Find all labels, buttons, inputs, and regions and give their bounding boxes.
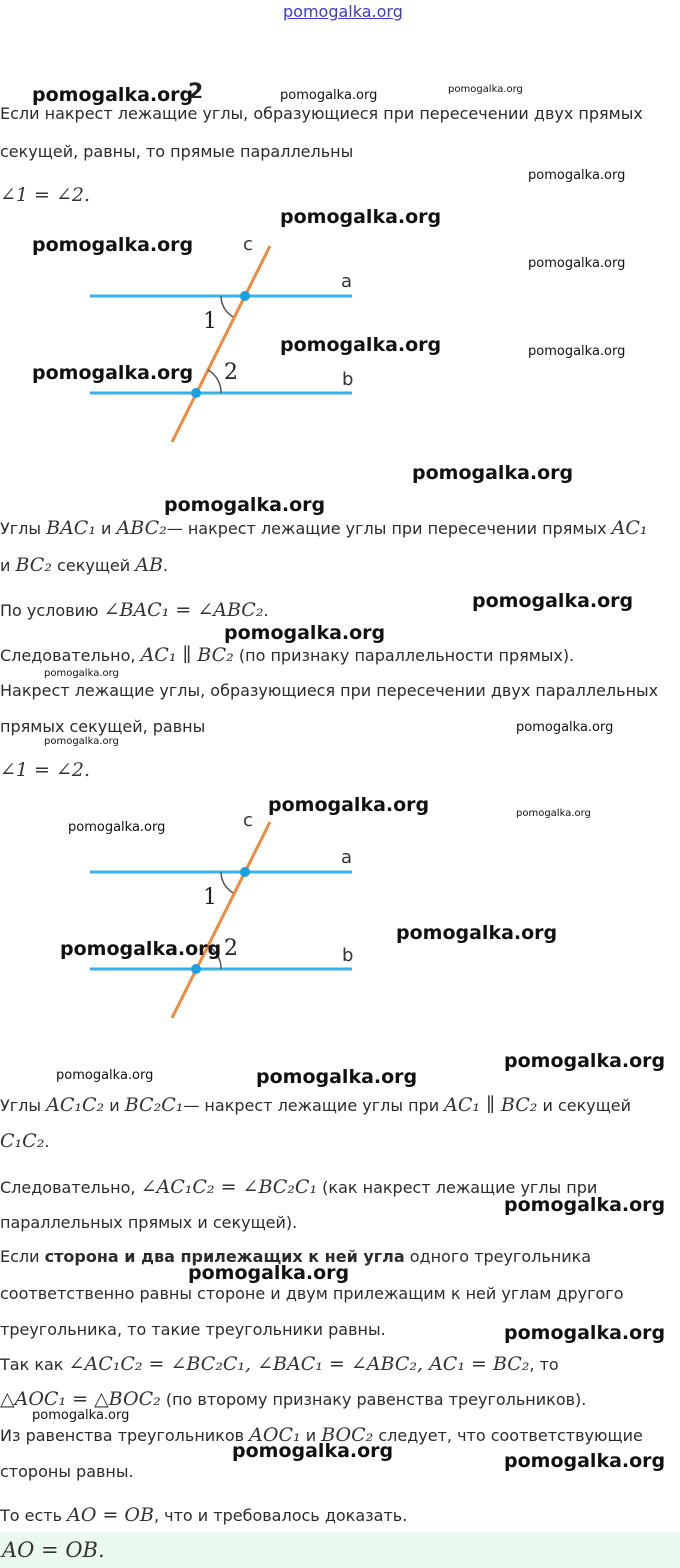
watermark: pomogalka.org	[60, 938, 222, 960]
proof1-line4: Следовательно, AC₁ ∥ BC₂ (по признаку параллельности прямых).	[0, 644, 575, 666]
watermark: pomogalka.org	[516, 720, 614, 735]
watermark: pomogalka.org	[528, 344, 626, 359]
answer-box	[0, 1532, 680, 1568]
angle-2-label: 2	[224, 936, 238, 961]
proof1-line2: и BC₂ секущей AB.	[0, 554, 169, 576]
angle-1-arc	[221, 296, 233, 317]
answer-formula: AO = OB.	[2, 1538, 105, 1562]
proof2-line12: То есть AO = OB, что и требовалось доказать.	[0, 1504, 408, 1526]
watermark: pomogalka.org	[232, 1440, 394, 1462]
intersection-point-a	[240, 867, 250, 877]
watermark: pomogalka.org	[472, 590, 634, 612]
proof2-line6: соответственно равны стороне и двум прилежащим к ней углам другого	[0, 1284, 624, 1303]
label-c: c	[243, 810, 253, 831]
label-c: c	[243, 234, 253, 255]
watermark: pomogalka.org	[32, 84, 194, 106]
header-glyph: 2	[188, 80, 204, 98]
label-a: a	[341, 271, 353, 292]
watermark: pomogalka.org	[504, 1450, 666, 1472]
watermark: pomogalka.org	[32, 1408, 130, 1423]
proof2-line3: Следовательно, ∠AC₁C₂ = ∠BC₂C₁ (как накрест лежащие углы при	[0, 1176, 598, 1198]
watermark: pomogalka.org	[504, 1322, 666, 1344]
label-b: b	[342, 369, 354, 390]
watermark: pomogalka.org	[56, 1068, 154, 1083]
intersection-point-b	[191, 964, 201, 974]
watermark: pomogalka.org	[396, 922, 558, 944]
lemma2-formula: ∠1 = ∠2.	[0, 759, 91, 781]
angle-2-arc	[208, 370, 221, 393]
parallel-lines-diagram-2	[0, 806, 680, 1036]
watermark: pomogalka.org	[504, 1194, 666, 1216]
proof2-line10: Из равенства треугольников AOC₁ и BOC₂ следует, что соответствующие	[0, 1424, 643, 1446]
watermark: pomogalka.org	[516, 808, 591, 819]
watermark: pomogalka.org	[448, 84, 523, 95]
watermark: pomogalka.org	[68, 820, 166, 835]
proof2-line1: Углы AC₁C₂ и BC₂C₁— накрест лежащие углы при AC₁ ∥ BC₂ и секущей	[0, 1094, 632, 1116]
watermark: pomogalka.org	[256, 1066, 418, 1088]
watermark: pomogalka.org	[504, 1050, 666, 1072]
watermark: pomogalka.org	[164, 494, 326, 516]
proof2-line9: △AOC₁ = △BOC₂ (по второму признаку равенства треугольников).	[0, 1388, 587, 1410]
watermark: pomogalka.org	[280, 206, 442, 228]
proof2-line5: Если сторона и два прилежащих к ней угла одного треугольника	[0, 1247, 592, 1266]
watermark: pomogalka.org	[280, 88, 378, 103]
watermark: pomogalka.org	[32, 362, 194, 384]
watermark: pomogalka.org	[280, 334, 442, 356]
watermark: pomogalka.org	[44, 668, 119, 679]
proof2-line11: стороны равны.	[0, 1462, 134, 1481]
proof2-line8: Так как ∠AC₁C₂ = ∠BC₂C₁, ∠BAC₁ = ∠ABC₂, AC₁ = BC₂, то	[0, 1353, 559, 1375]
proof2-line7: треугольника, то такие треугольники равны.	[0, 1320, 386, 1339]
proof2-line4: параллельных прямых и секущей).	[0, 1213, 298, 1232]
label-a: a	[341, 847, 353, 868]
secant-c	[172, 822, 270, 1018]
watermark: pomogalka.org	[32, 234, 194, 256]
proof1-line3: По условию ∠BAC₁ = ∠ABC₂.	[0, 599, 269, 621]
lemma1-statement-line1: Если накрест лежащие углы, образующиеся при пересечении двух прямых	[0, 104, 643, 123]
watermark: pomogalka.org	[412, 462, 574, 484]
angle-1-label: 1	[203, 309, 217, 334]
proof2-line2: C₁C₂.	[0, 1130, 50, 1152]
angle-1-arc	[221, 872, 233, 893]
angle-1-label: 1	[203, 885, 217, 910]
label-b: b	[342, 945, 354, 966]
watermark: pomogalka.org	[188, 1262, 350, 1284]
lemma1-statement-line2: секущей, равны, то прямые параллельны	[0, 142, 354, 161]
lemma2-statement-line1: Накрест лежащие углы, образующиеся при пересечении двух параллельных	[0, 681, 659, 700]
watermark-link[interactable]: pomogalka.org	[283, 2, 403, 21]
watermark: pomogalka.org	[44, 736, 119, 747]
watermark: pomogalka.org	[528, 256, 626, 271]
watermark: pomogalka.org	[268, 794, 430, 816]
proof1-line1: Углы BAC₁ и ABC₂— накрест лежащие углы при пересечении прямых AC₁	[0, 517, 648, 539]
watermark: pomogalka.org	[224, 622, 386, 644]
intersection-point-a	[240, 291, 250, 301]
lemma1-formula: ∠1 = ∠2.	[0, 184, 91, 206]
watermark: pomogalka.org	[528, 168, 626, 183]
secant-c	[172, 246, 270, 442]
lemma2-statement-line2: прямых секущей, равны	[0, 717, 206, 736]
intersection-point-b	[191, 388, 201, 398]
angle-2-label: 2	[224, 360, 238, 385]
